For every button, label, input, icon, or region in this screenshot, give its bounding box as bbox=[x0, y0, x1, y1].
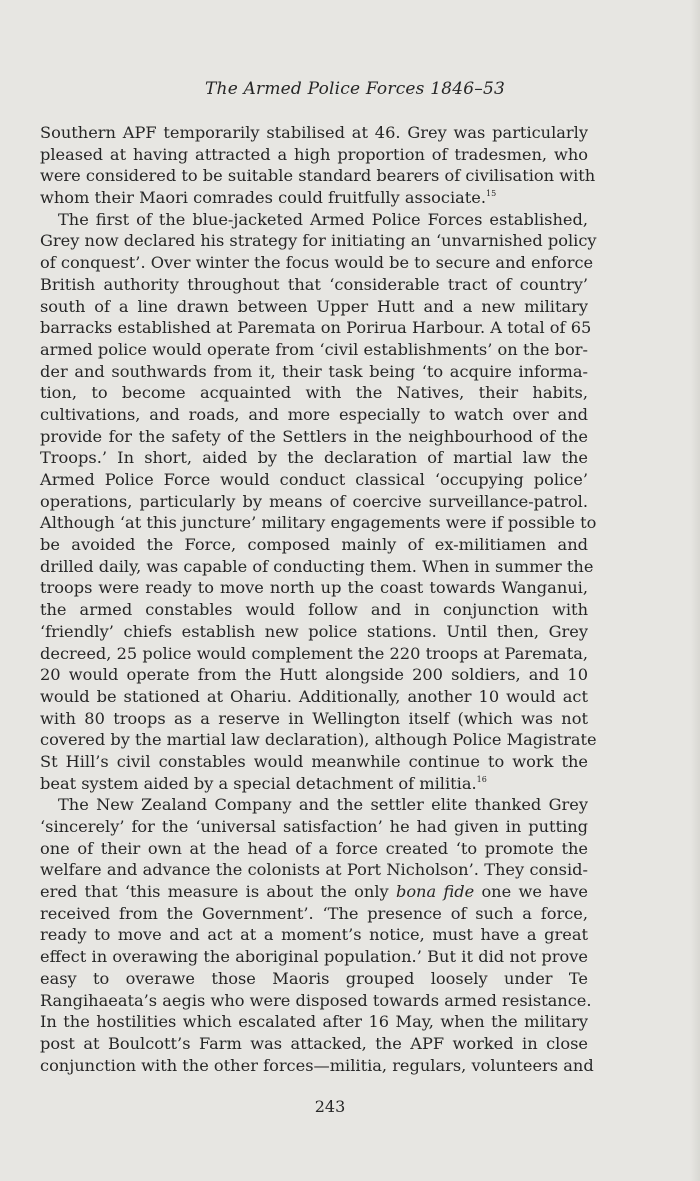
text-line: south of a line drawn between Upper Hutt and a new military bbox=[40, 296, 588, 316]
text-line: covered by the martial law declaration), although Police Magistrate bbox=[40, 730, 597, 750]
footnote-ref: 15 bbox=[486, 189, 497, 199]
text-line: decreed, 25 police would complement the 220 troops at Paremata, bbox=[40, 643, 588, 663]
text-line: armed police would operate from ‘civil establishments’ on the bor- bbox=[40, 339, 588, 359]
text-line: drilled daily, was capable of conducting them. When in summer the bbox=[40, 556, 594, 576]
text-line: easy to overawe those Maoris grouped loosely under Te bbox=[40, 968, 588, 988]
text-line: one of their own at the head of a force created ‘to promote the bbox=[40, 838, 588, 858]
text-line: Grey now declared his strategy for initiating an ‘unvarnished policy bbox=[40, 231, 597, 251]
text-line: cultivations, and roads, and more especially to watch over and bbox=[40, 404, 588, 424]
text-line: Armed Police Force would conduct classical ‘occupying police’ bbox=[40, 470, 588, 489]
text-line: The first of the blue-jacketed Armed Police Forces established, bbox=[58, 209, 588, 229]
text-line: In the hostilities which escalated after 16 May, when the military bbox=[40, 1012, 588, 1032]
text-line: be avoided the Force, composed mainly of ex-militiamen and bbox=[40, 535, 588, 555]
text-line bbox=[40, 773, 588, 795]
text-line: welfare and advance the colonists at Port Nicholson’. They consid- bbox=[40, 860, 588, 880]
text-line: of conquest’. Over winter the focus would be to secure and enforce bbox=[40, 253, 594, 273]
body-text bbox=[40, 122, 597, 1076]
text-line: Southern APF temporarily stabilised at 46. Grey was particularly bbox=[40, 123, 588, 142]
italic-phrase: bona fide bbox=[395, 882, 475, 902]
text-line: provide for the safety of the Settlers in the neighbourhood of the bbox=[40, 426, 588, 446]
text-line: barracks established at Paremata on Porirua Harbour. A total of 65 bbox=[40, 318, 592, 338]
text-line-content: ered that ‘this measure is about the only bbox=[40, 882, 389, 902]
text-line: ‘sincerely’ for the ‘universal satisfaction’ he had given in putting bbox=[40, 817, 588, 836]
page-number: 243 bbox=[314, 1097, 346, 1116]
text-line bbox=[40, 881, 588, 903]
text-line: Although ‘at this juncture’ military engagements were if possible to bbox=[40, 513, 597, 533]
text-line: ready to move and act at a moment’s notice, must have a great bbox=[40, 925, 588, 945]
text-line: The New Zealand Company and the settler elite thanked Grey bbox=[58, 795, 588, 815]
text-line: Troops.’ In short, aided by the declaration of martial law the bbox=[40, 448, 588, 468]
text-line: ‘friendly’ chiefs establish new police stations. Until then, Grey bbox=[40, 621, 588, 641]
text-line: were considered to be suitable standard bearers of civilisation with bbox=[40, 166, 596, 186]
text-line: British authority throughout that ‘considerable tract of country’ bbox=[40, 274, 588, 294]
text-line: with 80 troops as a reserve in Wellington itself (which was not bbox=[40, 708, 588, 728]
text-line: pleased at having attracted a high proportion of tradesmen, who bbox=[40, 144, 588, 164]
text-line: post at Boulcott’s Farm was attacked, the APF worked in close bbox=[40, 1033, 588, 1053]
text-line: conjunction with the other forces—militia, regulars, volunteers and bbox=[40, 1055, 594, 1075]
text-line: der and southwards from it, their task being ‘to acquire informa- bbox=[40, 361, 588, 381]
page-edge-shadow bbox=[690, 0, 700, 1181]
text-line: troops were ready to move north up the coast towards Wanganui, bbox=[40, 578, 588, 598]
text-line-content: whom their Maori comrades could fruitfully associate. bbox=[40, 188, 487, 208]
text-line: would be stationed at Ohariu. Additionally, another 10 would act bbox=[40, 686, 588, 706]
text-line-content: one we have bbox=[481, 882, 588, 902]
running-head: The Armed Police Forces 1846–53 bbox=[205, 79, 505, 99]
text-line: the armed constables would follow and in conjunction with bbox=[40, 600, 588, 620]
text-line bbox=[40, 187, 588, 209]
text-line: 20 would operate from the Hutt alongside 200 soldiers, and 10 bbox=[40, 665, 588, 685]
text-line-content: beat system aided by a special detachment of militia. bbox=[40, 773, 477, 793]
text-line: St Hill’s civil constables would meanwhile continue to work the bbox=[40, 751, 588, 771]
text-line: tion, to become acquainted with the Natives, their habits, bbox=[40, 383, 588, 403]
text-line: Rangihaeata’s aegis who were disposed towards armed resistance. bbox=[40, 990, 592, 1010]
footnote-ref: 16 bbox=[476, 774, 487, 784]
text-line: effect in overawing the aboriginal population.’ But it did not prove bbox=[40, 947, 588, 967]
text-line: received from the Government’. ‘The presence of such a force, bbox=[40, 903, 588, 923]
text-line: operations, particularly by means of coercive surveillance-patrol. bbox=[40, 491, 588, 511]
